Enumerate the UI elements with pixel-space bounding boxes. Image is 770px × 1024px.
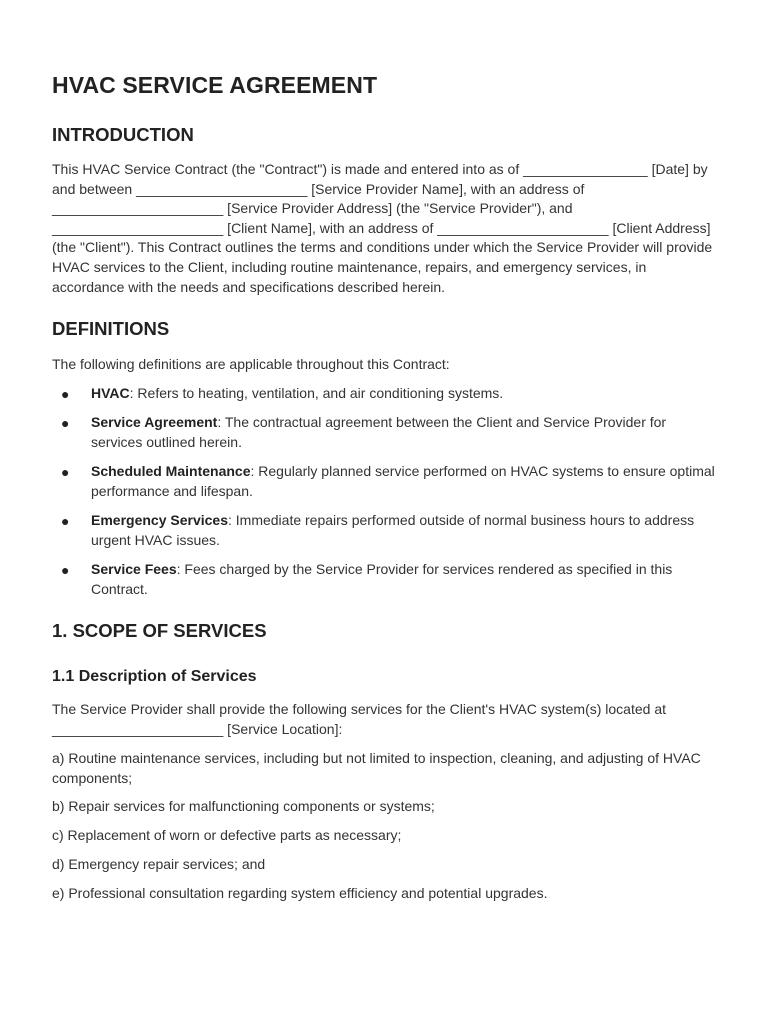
definition-term: Service Fees: [91, 561, 177, 577]
definition-item: [52, 560, 720, 599]
definition-term: Scheduled Maintenance: [91, 463, 251, 479]
scope-item: b) Repair services for malfunctioning components or systems;: [52, 798, 435, 814]
bullet-icon: ●: [61, 386, 70, 402]
definitions-heading: DEFINITIONS: [52, 318, 170, 339]
definition-item: [52, 413, 720, 452]
bullet-icon: ●: [61, 513, 70, 529]
definition-term: Service Agreement: [91, 414, 218, 430]
definition-term: HVAC: [91, 385, 130, 401]
scope-item: d) Emergency repair services; and: [52, 856, 266, 872]
scope-item: e) Professional consultation regarding system efficiency and potential upgrades.: [52, 885, 548, 901]
definition-text: : Refers to heating, ventilation, and air conditioning systems.: [129, 385, 504, 401]
definition-text: : Immediate repairs performed outside of normal business hours to address urgent HVAC issues.: [91, 512, 695, 548]
introduction-heading: INTRODUCTION: [52, 124, 194, 145]
bullet-icon: ●: [61, 562, 70, 578]
bullet-icon: ●: [61, 464, 70, 480]
document-title: HVAC SERVICE AGREEMENT: [52, 72, 378, 98]
definition-text: : The contractual agreement between the Client and Service Provider for services outlined herein.: [91, 414, 667, 450]
definitions-intro: The following definitions are applicable throughout this Contract:: [52, 356, 450, 372]
definition-item: [52, 511, 720, 550]
scope-item: a) Routine maintenance services, including but not limited to inspection, cleaning, and adjusting of HVAC components;: [52, 750, 701, 786]
bullet-icon: ●: [61, 415, 70, 431]
definition-item: [52, 384, 720, 404]
definition-item: [52, 462, 720, 501]
scope-subheading: 1.1 Description of Services: [52, 668, 257, 685]
scope-item: c) Replacement of worn or defective parts as necessary;: [52, 827, 402, 843]
introduction-paragraph: This HVAC Service Contract (the "Contract") is made and entered into as of ________________ [Date] by and between ______________________ [Service Provider Name], with an address of ______________________ [Service Provider Address] (the "Service Provider"), and ______________________ [Client Name], with an address of ______________________ [Client Address] (the "Client"). This Contract outlines the terms and conditions under which the Service Provider will provide HVAC services to the Client, including routine maintenance, repairs, and emergency services, in accordance with the needs and specifications described herein.: [52, 161, 713, 295]
definition-text: : Fees charged by the Service Provider for services rendered as specified in this Contract.: [91, 561, 673, 597]
definition-term: Emergency Services: [91, 512, 228, 528]
definition-text: : Regularly planned service performed on HVAC systems to ensure optimal performance and lifespan.: [91, 463, 715, 499]
scope-heading: 1. SCOPE OF SERVICES: [52, 620, 267, 641]
scope-intro: The Service Provider shall provide the following services for the Client's HVAC system(s) located at ______________________ [Service Location]:: [52, 701, 666, 737]
